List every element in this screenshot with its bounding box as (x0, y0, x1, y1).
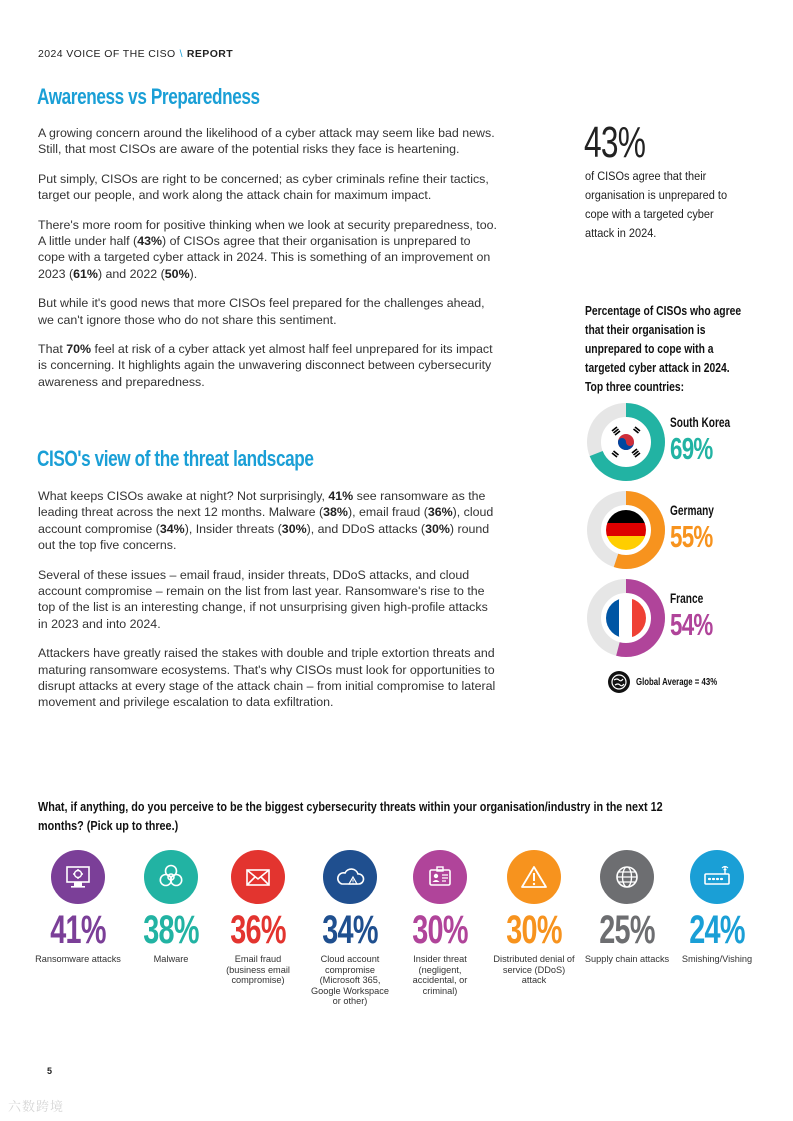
threat-percent: 24% (689, 908, 745, 952)
country-percent: 54% (670, 607, 713, 642)
envelope-icon (231, 850, 285, 904)
running-header (38, 48, 233, 60)
threat-label: Supply chain attacks (584, 954, 670, 964)
section1-paragraph: But while it's good news that more CISOs feel prepared for the challenges ahead, we can't ignore those who do not share this sentiment. (38, 296, 485, 327)
country-percent: 55% (670, 519, 713, 554)
threat-label: Ransomware attacks (35, 954, 121, 964)
threat-label: Malware (153, 954, 189, 964)
globe-icon (608, 671, 630, 693)
threat-percent: 30% (506, 908, 562, 952)
id-badge-icon (413, 850, 467, 904)
callout-text: of CISOs agree that their organisation is unprepared to cope with a targeted cyber attack in 2024. (585, 169, 728, 240)
threat-label: Email fraud (business email compromise) (226, 954, 290, 985)
warning-icon (507, 850, 561, 904)
section2-paragraph: What keeps CISOs awake at night? Not surprisingly, 41% see ransomware as the leading threat across the next 12 months. Malware (38%), email fraud (36%), cloud account compromise (34%), Insider threats (30%), and DDoS attacks (30%) round out the top five concerns. (38, 489, 494, 553)
section2-paragraph: Attackers have greatly raised the stakes with double and triple extortion threats and maturing ransomware ecosystems. That's why CISOs must look for opportunities to disrupt attacks at every stage of the attack chain – from initial compromise to lateral movement and privilege escalation to data exfiltration. (38, 646, 496, 710)
section1-paragraph: That 70% feel at risk of a cyber attack yet almost half feel unprepared for its impact is concerning. It highlights again the unwavering disconnect between cybersecurity awareness and preparedness. (38, 342, 493, 389)
biohazard-icon (144, 850, 198, 904)
global-average (608, 670, 740, 694)
threat-percent: 34% (322, 908, 378, 952)
country-item-south-korea (585, 401, 785, 483)
threat-percent: 36% (230, 908, 286, 952)
country-name: Germany (670, 503, 714, 518)
ransomware-icon (51, 850, 105, 904)
country-item-germany (585, 489, 785, 571)
threat-question: What, if anything, do you perceive to be the biggest cybersecurity threats within your organisation/industry in the next 12 months? (Pick up to three.) (38, 800, 663, 833)
header-separator: \ (179, 48, 183, 60)
threat-percent: 30% (412, 908, 468, 952)
south-korea-flag-icon (606, 422, 646, 462)
threat-item-cloud-account (303, 850, 397, 1007)
section1-paragraph: There's more room for positive thinking when we look at security preparedness, too. A little under half (43%) of CISOs agree that their organisation is unprepared to cope with a targeted cyber attack in 2024. This is something of an improvement on 2023 (61%) and 2022 (50%). (38, 217, 497, 281)
threat-item-ransomware (31, 850, 125, 965)
section2-paragraph: Several of these issues – email fraud, insider threats, DDoS attacks, and cloud account compromise – remain on the list from last year. Ransomware's rise to the top of the list is an interesting change, if not unsurprising given high-profile attacks in 2023 and into 2024. (38, 567, 488, 631)
callout-stat: 43% (584, 118, 646, 167)
threat-item-malware (124, 850, 218, 965)
threat-label: Cloud account compromise (Microsoft 365, Google Workspace or other) (311, 954, 389, 1006)
threat-label: Insider threat (negligent, accidental, or criminal) (412, 954, 468, 996)
threat-item-email-fraud (211, 850, 305, 986)
threat-percent: 25% (599, 908, 655, 952)
section2-body (38, 488, 498, 724)
section1-body (38, 125, 498, 403)
threat-item-supply-chain (580, 850, 674, 965)
report-label: REPORT (186, 48, 234, 60)
section1-paragraph: Put simply, CISOs are right to be concerned; as cyber criminals refine their tactics, target our people, and work along the attack chain for maximum impact. (38, 171, 489, 203)
country-item-france (585, 577, 785, 659)
threat-label: Distributed denial of service (DDoS) attack (493, 954, 575, 985)
threat-item-smishing (670, 850, 764, 965)
page-number: 5 (47, 1066, 53, 1076)
threat-item-insider-threat (393, 850, 487, 996)
cloud-warning-icon (323, 850, 377, 904)
router-password-icon (690, 850, 744, 904)
country-chart-title: Percentage of CISOs who agree that their organisation is unprepared to cope with a targeted cyber attack in 2024. Top three countries: (585, 304, 742, 394)
report-name: 2024 VOICE OF THE CISO (38, 48, 176, 60)
threat-percent: 38% (143, 908, 199, 952)
threat-item-ddos (487, 850, 581, 986)
section1-paragraph: A growing concern around the likelihood of a cyber attack may seem like bad news. Still, that most CISOs are aware of the potential risks they face is heartening. (38, 126, 495, 157)
global-average-text: Global Average = 43% (636, 676, 718, 688)
section-title-threat-landscape: CISO's view of the threat landscape (37, 446, 314, 471)
country-name: France (670, 591, 704, 606)
country-percent: 69% (670, 431, 713, 466)
threat-percent: 41% (50, 908, 106, 952)
section-title-awareness: Awareness vs Preparedness (37, 84, 260, 109)
watermark: 六数跨境 (8, 1099, 65, 1114)
france-flag-icon (606, 598, 646, 638)
germany-flag-icon (606, 510, 646, 550)
globe-icon (600, 850, 654, 904)
threat-label: Smishing/Vishing (681, 954, 753, 964)
country-name: South Korea (670, 415, 731, 430)
